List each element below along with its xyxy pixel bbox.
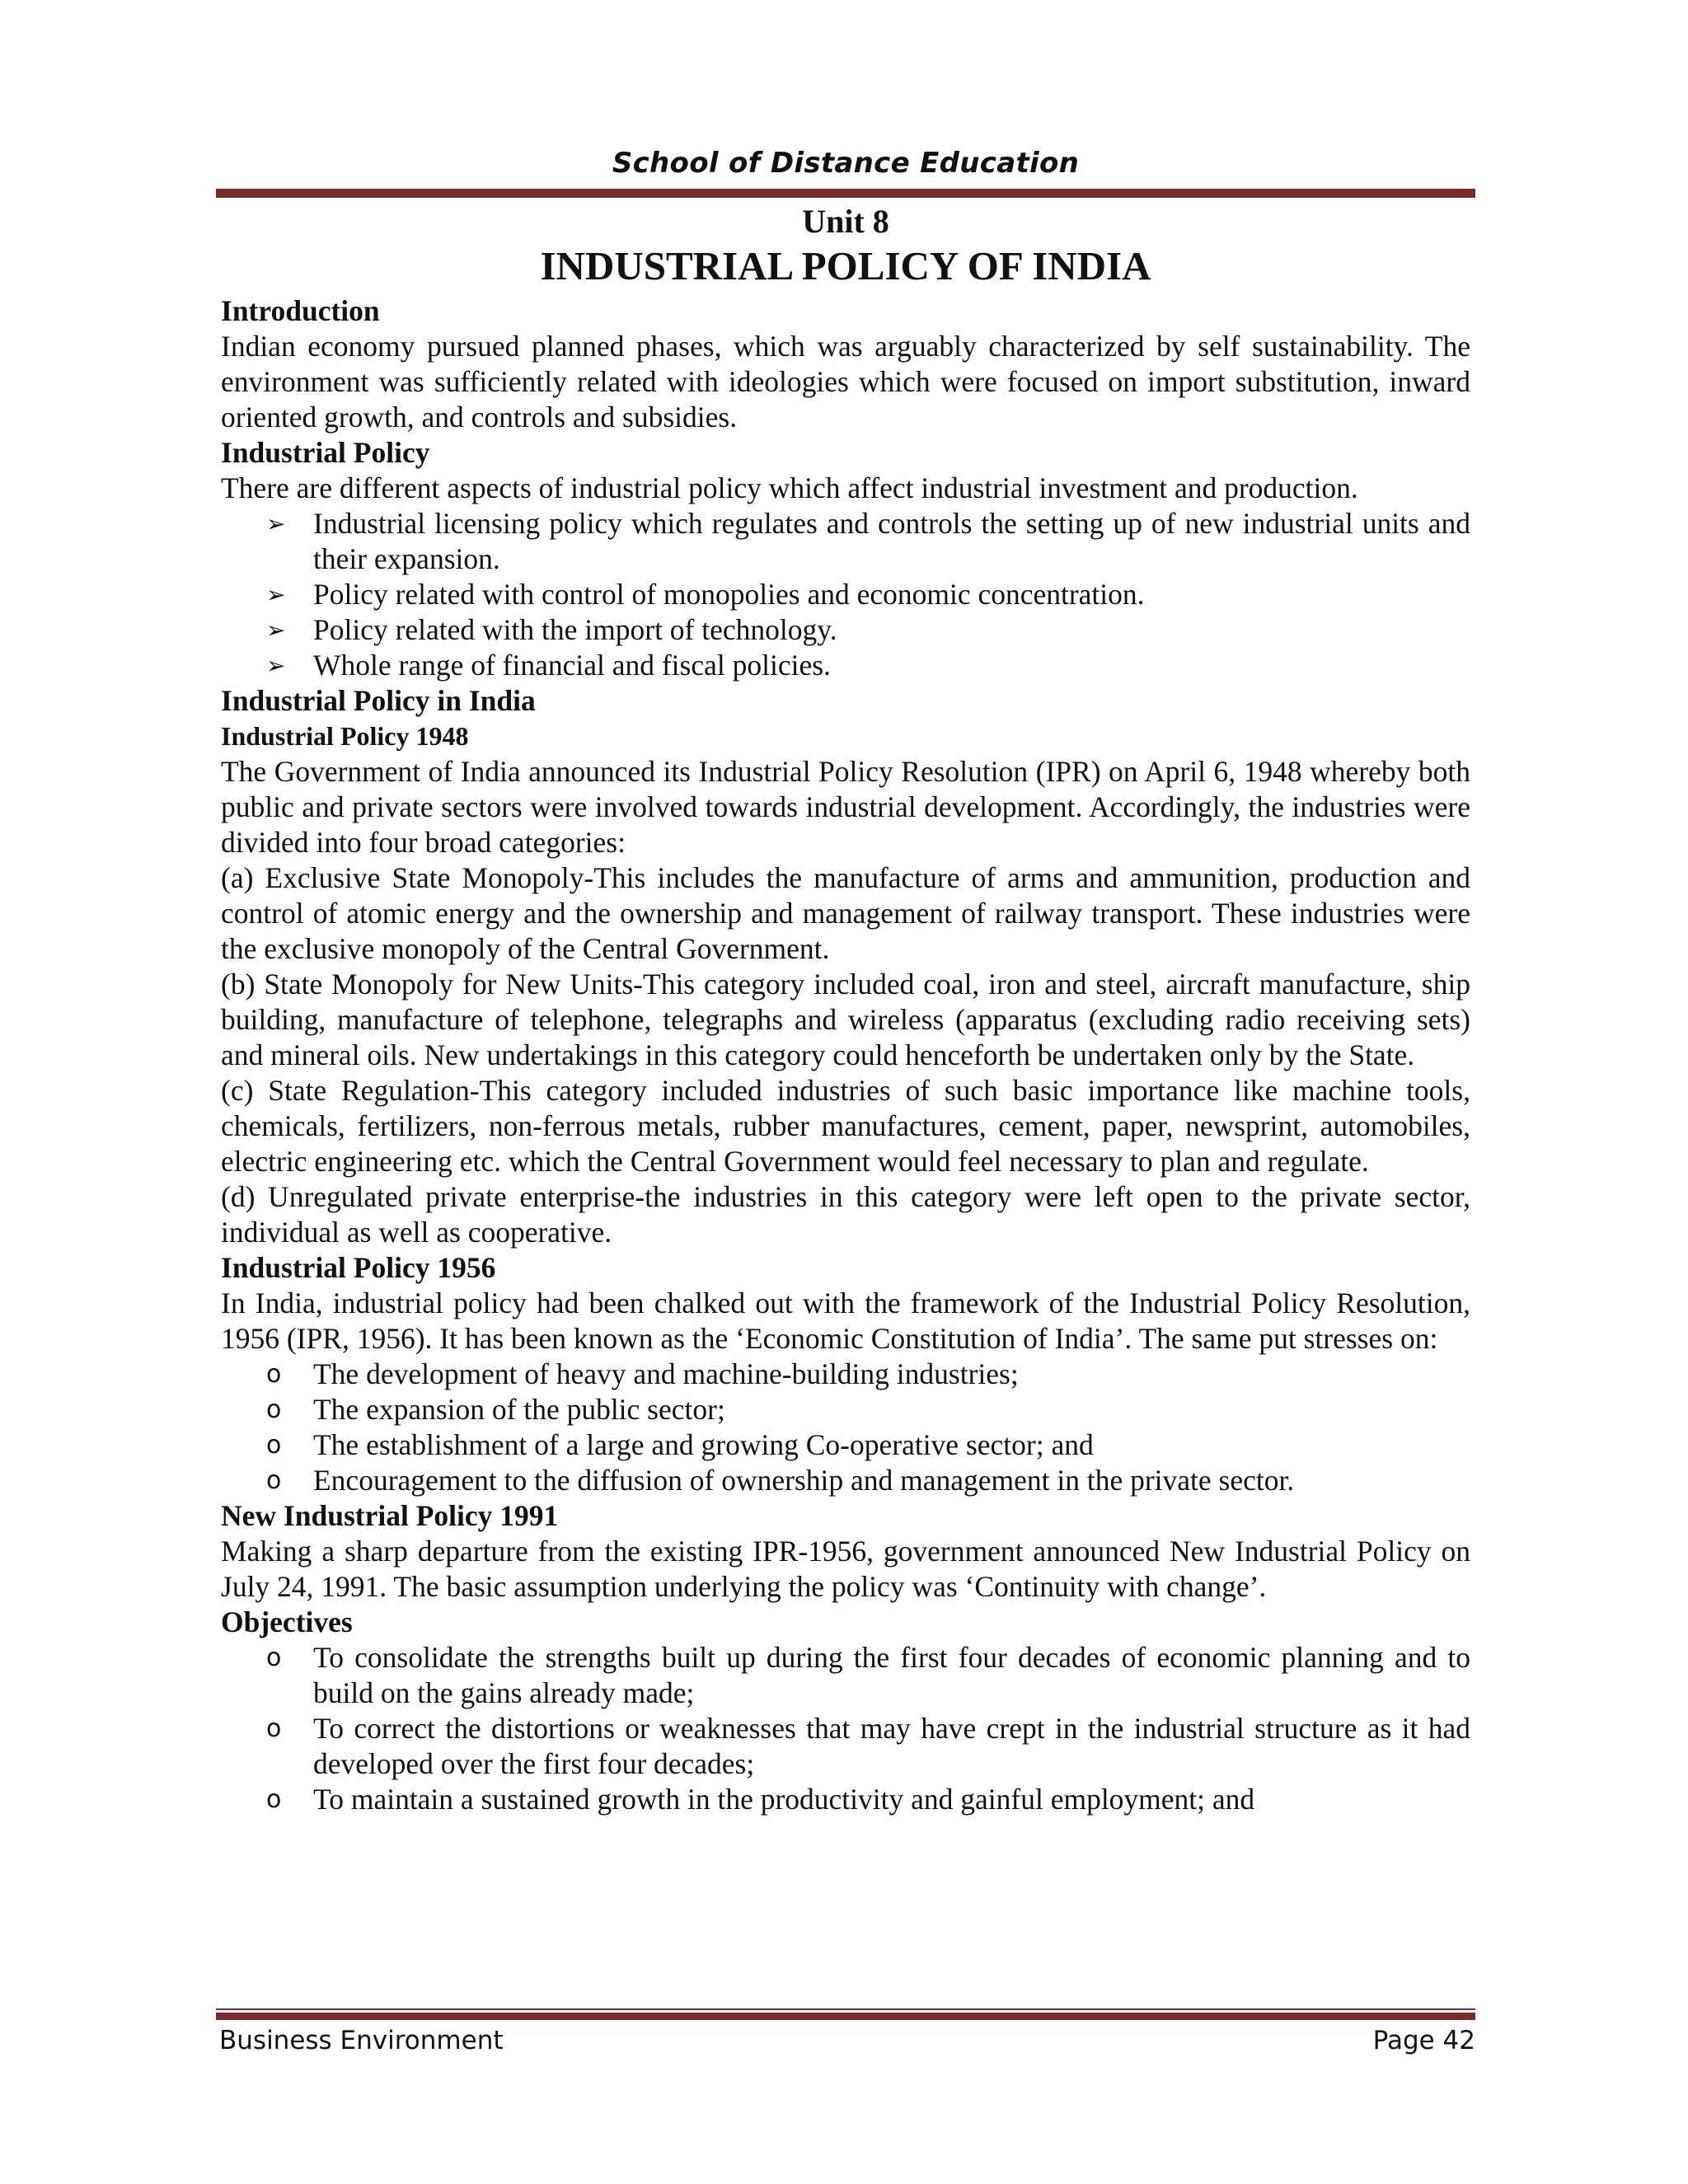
heading-industrial-policy: Industrial Policy xyxy=(221,436,430,469)
list-item: o Encouragement to the diffusion of ownership and management in the private sector. xyxy=(266,1464,1295,1497)
list-item: o The development of heavy and machine-building industries; xyxy=(266,1357,1019,1390)
list-item: o To consolidate the strengths built up during the first four decades of economic planning and to build on the gains already made; xyxy=(266,1641,1470,1709)
policy-1948-text: The Government of India announced its Industrial Policy Resolution (IPR) on April 6, 1948 whereby both public and private sectors were involved towards industrial development. Accordingly, the industries were divided into four broad categories: xyxy=(221,755,1470,859)
unit-number: Unit 8 xyxy=(802,203,889,240)
subheading-policy-1948: Industrial Policy 1948 xyxy=(221,721,469,751)
circle-bullet-icon: o xyxy=(266,1643,282,1672)
industrial-policy-list xyxy=(221,506,1470,683)
category-d: (d) Unregulated private enterprise-the industries in this category were left open to the private sector, individual as well as cooperative. xyxy=(221,1180,1470,1249)
policy-1956-text: In India, industrial policy had been chalked out with the framework of the Industrial Policy Resolution, 1956 (IPR, 1956). It has been known as the ‘Economic Constitution of India’. The same put stresses on: xyxy=(221,1286,1470,1355)
category-a: (a) Exclusive State Monopoly-This includes the manufacture of arms and ammunition, production and control of atomic energy and the ownership and management of railway transport. These industries were the exclusive monopoly of the Central Government. xyxy=(221,861,1470,965)
circle-bullet-icon: o xyxy=(266,1785,282,1814)
page-content xyxy=(221,198,1470,1817)
footer-page-number: Page 42 xyxy=(1372,2026,1475,2055)
footer-rule xyxy=(216,2008,1475,2020)
heading-industrial-policy-india: Industrial Policy in India xyxy=(221,684,536,717)
circle-bullet-icon: o xyxy=(266,1360,282,1389)
arrow-bullet-icon: ➢ xyxy=(266,510,286,537)
heading-introduction: Introduction xyxy=(221,294,380,327)
heading-policy-1991: New Industrial Policy 1991 xyxy=(221,1499,559,1532)
arrow-bullet-icon: ➢ xyxy=(266,616,286,644)
arrow-bullet-icon: ➢ xyxy=(266,652,286,679)
list-item: o To maintain a sustained growth in the productivity and gainful employment; and xyxy=(266,1783,1255,1816)
list-item: ➢ Whole range of financial and fiscal policies. xyxy=(266,649,831,682)
heading-objectives: Objectives xyxy=(221,1605,353,1638)
circle-bullet-icon: o xyxy=(266,1395,282,1424)
page-title: INDUSTRIAL POLICY OF INDIA xyxy=(540,243,1151,288)
industrial-policy-text: There are different aspects of industrial policy which affect industrial investment and production. xyxy=(221,471,1358,504)
list-item: ➢ Policy related with the import of technology. xyxy=(266,613,837,646)
introduction-text: Indian economy pursued planned phases, which was arguably characterized by self sustainability. The environment was sufficiently related with ideologies which were focused on import substitution, inward oriented growth, and controls and subsidies. xyxy=(221,330,1470,434)
list-item: ➢ Industrial licensing policy which regulates and controls the setting up of new industrial units and their expansion. xyxy=(266,507,1470,575)
header-rule xyxy=(216,186,1475,198)
category-c: (c) State Regulation-This category included industries of such basic importance like machine tools, chemicals, fertilizers, non-ferrous metals, rubber manufactures, cement, paper, newsprint, automobiles, electric engineering etc. which the Central Government would feel necessary to plan and regulate. xyxy=(221,1074,1470,1178)
list-item: ➢ Policy related with control of monopolies and economic concentration. xyxy=(266,578,1145,611)
footer-course-name: Business Environment xyxy=(219,2026,504,2055)
list-item: o To correct the distortions or weaknesses that may have crept in the industrial structure as it had developed over the first four decades; xyxy=(266,1712,1470,1780)
arrow-bullet-icon: ➢ xyxy=(266,581,286,608)
policy-1956-list xyxy=(221,1357,1470,1498)
category-b: (b) State Monopoly for New Units-This category included coal, iron and steel, aircraft manufacture, ship building, manufacture of telephone, telegraphs and wireless (apparatus (excluding radio receiving sets) and mineral oils. New undertakings in this category could henceforth be undertaken only by the State. xyxy=(221,968,1470,1071)
circle-bullet-icon: o xyxy=(266,1714,282,1743)
list-item: o The establishment of a large and growing Co-operative sector; and xyxy=(266,1428,1094,1461)
heading-policy-1956: Industrial Policy 1956 xyxy=(221,1251,496,1284)
circle-bullet-icon: o xyxy=(266,1466,282,1495)
list-item: o The expansion of the public sector; xyxy=(266,1393,725,1426)
policy-1991-text: Making a sharp departure from the existing IPR-1956, government announced New Industrial Policy on July 24, 1991. The basic assumption underlying the policy was ‘Continuity with change’. xyxy=(221,1535,1470,1603)
header-school-name: School of Distance Education xyxy=(612,147,1080,180)
objectives-list xyxy=(221,1640,1470,1817)
circle-bullet-icon: o xyxy=(266,1431,282,1460)
